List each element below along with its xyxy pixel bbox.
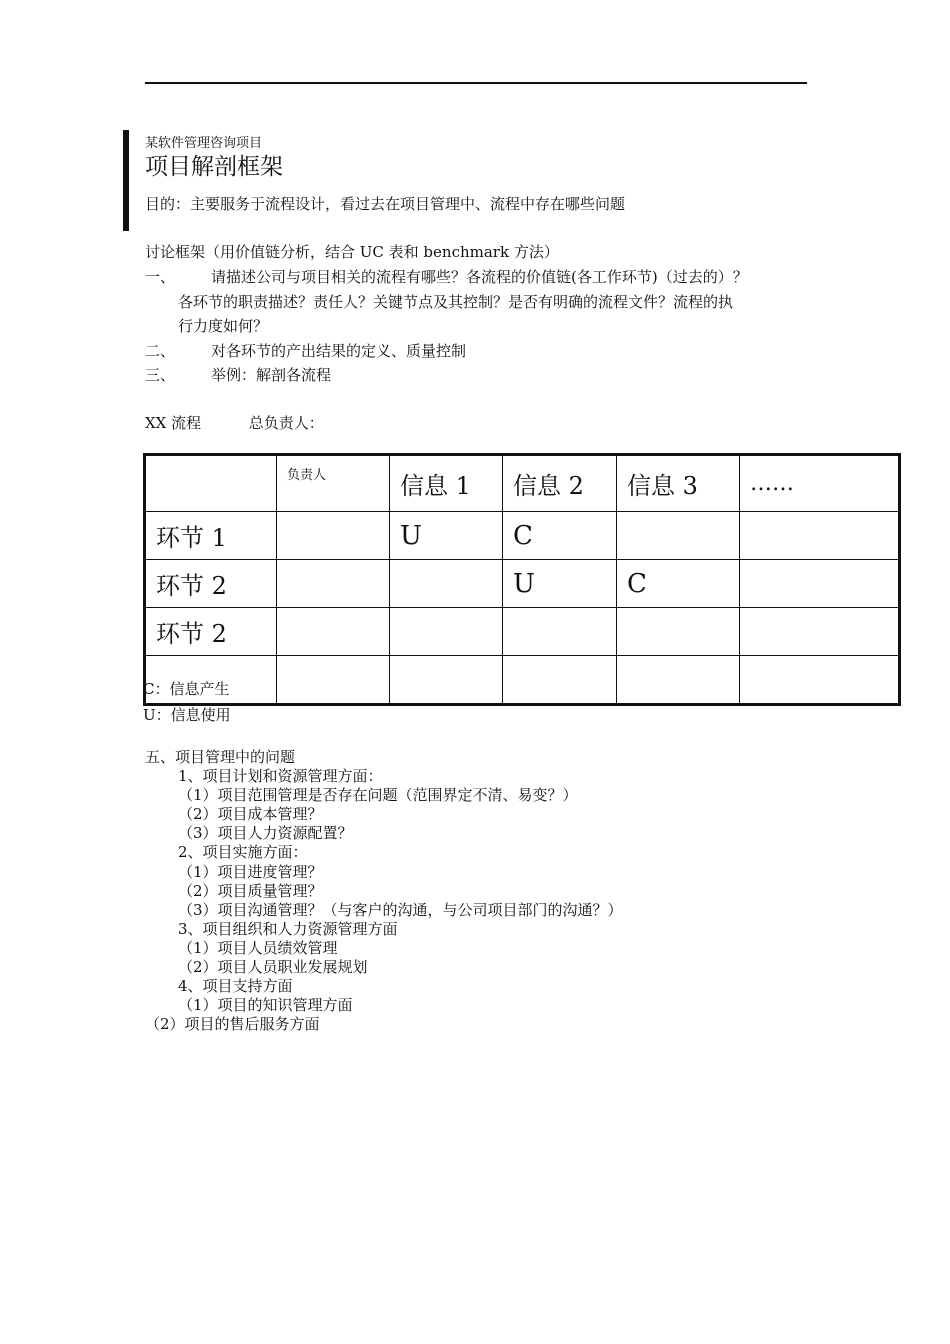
list-item: （1）项目人员绩效管理 [178, 938, 338, 957]
uc-table [143, 453, 901, 706]
problem-group-title: 4、项目支持方面 [178, 977, 293, 996]
problems-section [145, 748, 623, 1034]
list-item: （1）项目的知识管理方面 [178, 996, 353, 1015]
uc-header-cell [145, 455, 277, 512]
uc-cell [277, 560, 390, 608]
uc-cell: C [503, 512, 617, 560]
framework-item-line: 请描述公司与项目相关的流程有哪些？各流程的价值链(各工作环节)（过去的）？ [211, 268, 748, 286]
framework-item-line: 对各环节的产出结果的定义、质量控制 [211, 342, 467, 360]
flow-line [145, 412, 324, 433]
uc-cell: U [390, 512, 503, 560]
framework-item-number: 二、 [145, 342, 176, 360]
table-row [145, 560, 900, 608]
list-item: （2）项目质量管理？ [178, 881, 323, 900]
uc-cell [390, 560, 503, 608]
document-subtitle: 某软件管理咨询项目 [145, 136, 263, 151]
framework-item-1 [145, 266, 825, 338]
header-rule [145, 82, 807, 84]
uc-table-header-row [145, 455, 900, 512]
uc-cell [740, 512, 900, 560]
framework-item-line: 行力度如何？ [178, 317, 269, 335]
flow-name: XX 流程 [145, 414, 202, 432]
uc-cell [617, 608, 740, 656]
framework-item-number: 三、 [145, 366, 176, 384]
uc-cell [503, 608, 617, 656]
document-title: 项目解剖框架 [145, 154, 283, 180]
uc-cell [390, 656, 503, 705]
uc-cell [503, 656, 617, 705]
list-item: （1）项目范围管理是否存在问题（范围界定不清、易变？） [178, 786, 578, 805]
table-row [145, 512, 900, 560]
problem-group-title: 3、项目组织和人力资源管理方面 [178, 919, 398, 938]
framework-heading: 讨论框架（用价值链分析，结合 UC 表和 benchmark 方法） [145, 243, 559, 261]
problem-group-title: 2、项目实施方面： [178, 843, 308, 862]
list-item: （2）项目人员职业发展规划 [178, 958, 368, 977]
uc-row-label: 环节 2 [145, 560, 277, 608]
list-item: （3）项目沟通管理？（与客户的沟通，与公司项目部门的沟通？） [178, 900, 623, 919]
uc-cell [277, 608, 390, 656]
framework-item-line: 各环节的职责描述？责任人？关键节点及其控制？是否有明确的流程文件？流程的执 [178, 293, 734, 311]
uc-header-cell: 信息 1 [390, 455, 503, 512]
uc-header-cell: 负责人 [277, 455, 390, 512]
uc-cell [617, 512, 740, 560]
problem-group-title: 1、项目计划和资源管理方面： [178, 767, 383, 786]
uc-row-label: 环节 1 [145, 512, 277, 560]
problems-heading: 五、项目管理中的问题 [145, 748, 296, 766]
uc-cell [277, 656, 390, 705]
legend-c: C：信息产生 [143, 680, 230, 698]
framework-item-line: 举例：解剖各流程 [211, 366, 332, 384]
uc-header-cell: …… [740, 455, 900, 512]
list-item: （1）项目进度管理？ [178, 862, 323, 881]
uc-cell: C [617, 560, 740, 608]
list-item: （3）项目人力资源配置？ [178, 824, 353, 843]
uc-cell [740, 656, 900, 705]
table-row [145, 608, 900, 656]
flow-owner-label: 总负责人： [248, 414, 324, 432]
list-item: （2）项目的售后服务方面 [145, 1015, 320, 1034]
uc-cell [390, 608, 503, 656]
legend-u: U：信息使用 [143, 706, 231, 724]
list-item: （2）项目成本管理？ [178, 805, 323, 824]
uc-cell [740, 560, 900, 608]
framework-item-number: 一、 [145, 268, 176, 286]
uc-row-label: 环节 2 [145, 608, 277, 656]
uc-cell [277, 512, 390, 560]
framework-item-3 [145, 364, 825, 386]
uc-cell [617, 656, 740, 705]
framework-item-2 [145, 340, 825, 362]
table-row [145, 656, 900, 705]
uc-header-cell: 信息 2 [503, 455, 617, 512]
purpose-statement: 目的：主要服务于流程设计，看过去在项目管理中、流程中存在哪些问题 [145, 195, 626, 213]
title-accent-bar [123, 130, 129, 231]
uc-cell: U [503, 560, 617, 608]
uc-header-cell: 信息 3 [617, 455, 740, 512]
uc-cell [740, 608, 900, 656]
